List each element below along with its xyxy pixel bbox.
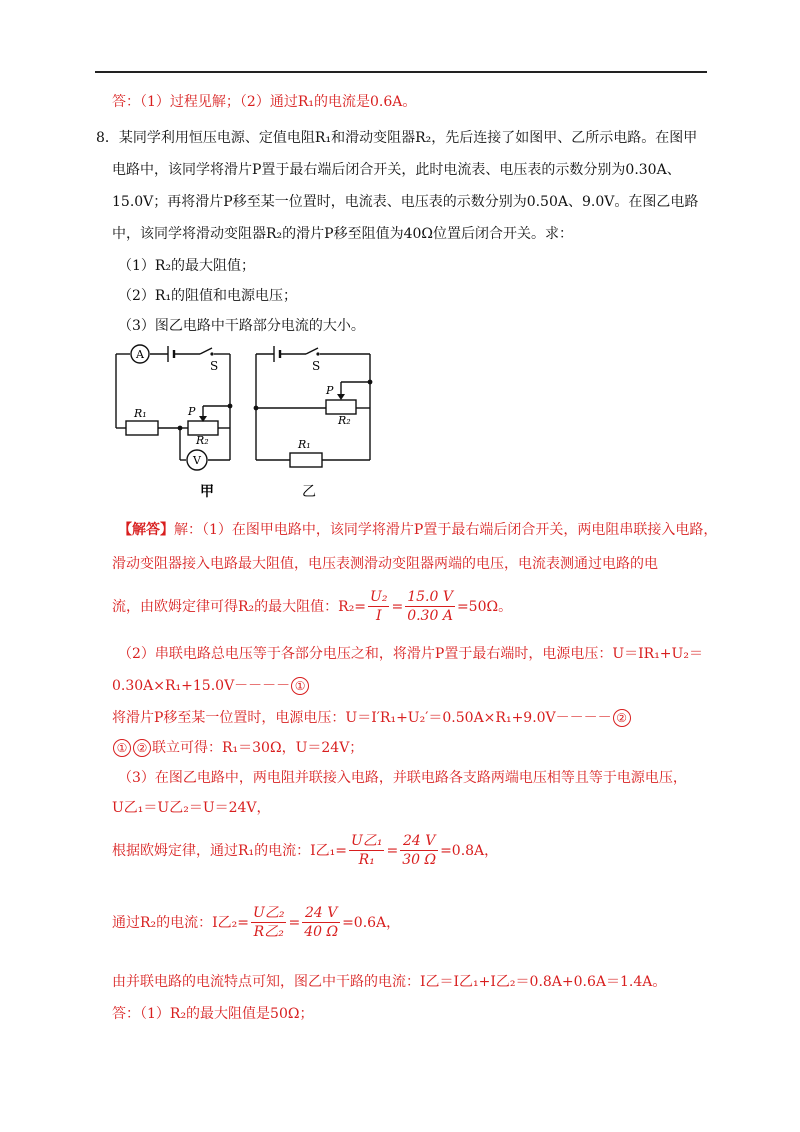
question-3: （3）图乙电路中干路部分电流的大小。 <box>118 318 365 334</box>
solution-line-3b: U乙₁＝U乙₂＝U＝24V， <box>112 800 271 816</box>
question-1: （1）R₂的最大阻值； <box>118 258 256 274</box>
problem-number: 8． <box>96 130 119 146</box>
fraction-u2-over-r2: $\frac{\text{U乙₂}}{\text{R乙₂}}$ <box>253 905 285 940</box>
slider-p-label: P <box>326 384 334 397</box>
figure-caption-jia: 甲 <box>200 484 214 500</box>
solution-line-1: 【解答】解：（1）在图甲电路中，该同学将滑片P置于最右端后闭合开关，两电阻串联接入电路， <box>118 522 718 538</box>
previous-answer: 答：（1）过程见解；（2）通过R₁的电流是0.6A。 <box>112 94 417 110</box>
solution-equation-i2: 通过R₂的电流：I乙₂= $\frac{\text{U乙₂}}{\text{R乙₂}}$ = $\frac{24 V}{40 \Omega}$ =0.6A， <box>112 905 401 940</box>
header-rule <box>95 71 707 73</box>
circuit-diagram-jia <box>110 340 250 502</box>
circled-number-2: ② <box>613 709 631 727</box>
switch-label: S <box>312 359 321 373</box>
solution-line-2d: ① ② 联立可得：R₁＝30Ω，U＝24V； <box>112 738 363 758</box>
fraction-24v-over-30ohm: $\frac{24 V}{30 \Omega}$ <box>402 833 437 868</box>
r2-label: R₂ <box>338 414 351 427</box>
fraction-24v-over-40ohm: $\frac{24 V}{40 \Omega}$ <box>304 905 339 940</box>
figure-caption-yi: 乙 <box>302 484 316 500</box>
solution-line-2c: 将滑片P移至某一位置时，电源电压：U＝I′R₁+U₂′＝0.50A×R₁+9.0V－－－－ ② <box>112 708 632 728</box>
r2-label: R₂ <box>196 434 209 447</box>
final-answer: 答：（1）R₂的最大阻值是50Ω； <box>112 1006 314 1022</box>
circled-number-1: ① <box>291 677 309 695</box>
circuit-diagram-yi <box>250 340 390 502</box>
solution-equation-i1: 根据欧姆定律，通过R₁的电流：I乙₁= $\frac{\text{U乙₁}}{\text{R₁}}$ = $\frac{24 V}{30 \Omega}$ =0.8A， <box>112 833 499 868</box>
problem-line-4: 中，该同学将滑动变阻器R₂的滑片P移至阻值为40Ω位置后闭合开关。求： <box>112 226 573 242</box>
solution-line-3a: （3）在图乙电路中，两电阻并联接入电路，并联电路各支路两端电压相等且等于电源电压， <box>118 770 687 786</box>
solution-line-3e: 由并联电路的电流特点可知，图乙中干路的电流：I乙＝I乙₁+I乙₂＝0.8A+0.6A＝1.4A。 <box>112 974 667 990</box>
r1-label: R₁ <box>134 407 147 420</box>
slider-p-label: P <box>188 405 196 418</box>
problem-line-1: 8．某同学利用恒压电源、定值电阻R₁和滑动变阻器R₂，先后连接了如图甲、乙所示电路。在图甲 <box>96 130 698 146</box>
problem-line-2: 电路中，该同学将滑片P置于最右端后闭合开关，此时电流表、电压表的示数分别为0.30A、 <box>112 162 681 178</box>
problem-line-3: 15.0V；再将滑片P移至某一位置时，电流表、电压表的示数分别为0.50A、9.0V。在图乙电路 <box>112 194 699 210</box>
fraction-u2-over-i: $\frac{\text{U₂}}{I}$ <box>370 589 388 624</box>
voltmeter-label: V <box>193 454 201 467</box>
fraction-u1-over-r1: $\frac{\text{U乙₁}}{\text{R₁}}$ <box>351 833 383 868</box>
r1-label: R₁ <box>298 438 311 451</box>
solution-tag: 【解答】 <box>118 522 174 538</box>
solution-line-2: 滑动变阻器接入电路最大阻值，电压表测滑动变阻器两端的电压，电流表测通过电路的电 <box>112 556 658 572</box>
fraction-15v-over-030a: $\frac{15.0 V}{0.30 A}$ <box>407 589 453 624</box>
switch-label: S <box>210 359 219 373</box>
solution-line-2a: （2）串联电路总电压等于各部分电压之和，将滑片P置于最右端时，电源电压：U＝IR₁+U₂＝ <box>118 646 703 662</box>
slider-arrow-icon <box>337 394 345 400</box>
solution-line-2b: 0.30A×R₁+15.0V－－－－ ① <box>112 676 310 696</box>
ammeter-label: A <box>136 348 144 361</box>
question-2: （2）R₁的阻值和电源电压； <box>118 288 298 304</box>
solution-equation-r2: 流，由欧姆定律可得R₂的最大阻值：R₂= $\frac{\text{U₂}}{I}$ = $\frac{15.0 V}{0.30 A}$ =50Ω。 <box>112 589 513 624</box>
